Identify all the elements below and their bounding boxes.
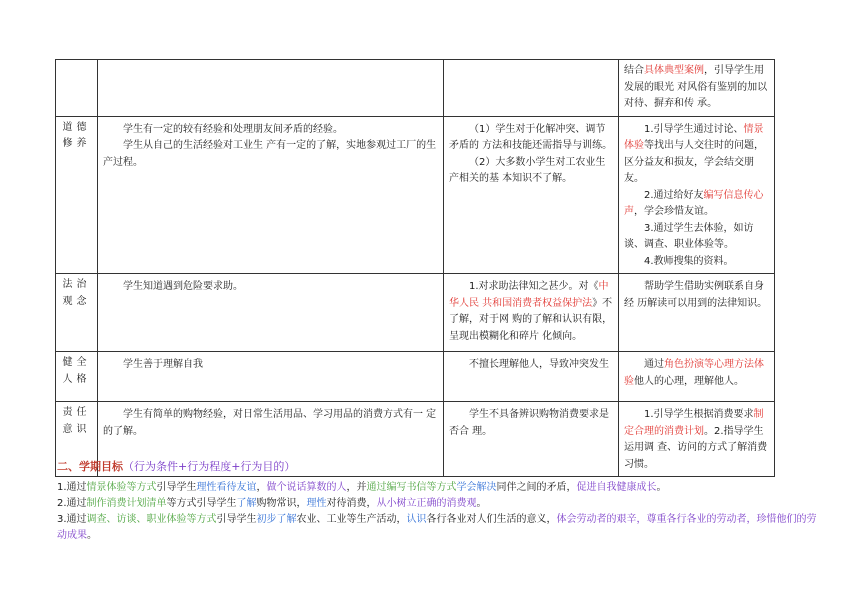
table-row — [56, 352, 775, 402]
text-run: 。2.指导学生运用调 查、访问的方式了解消费习惯。 — [624, 425, 768, 470]
paragraph: （2）大多数小学生对工农业生产相关的基 本知识不了解。 — [449, 156, 606, 184]
strategy-cell — [619, 60, 775, 117]
paragraph: 4.教师搜集的资料。 — [644, 255, 734, 267]
student-gap-cell — [444, 274, 619, 352]
highlight-text: 编写信息传心声 — [624, 189, 764, 217]
highlight-text: 情景体验 — [624, 123, 764, 151]
text-run: 2.通过 — [57, 498, 87, 509]
student-basis-cell — [98, 274, 444, 352]
text-run: ，引导学生用发展的眼光 对风俗有鉴别的加以对待、摒弃和传 承。 — [624, 65, 768, 109]
goal-line — [57, 480, 817, 496]
text-run: 》不了解，对于网 购的了解和认识有限，呈现出模糊化和碎片 化倾向。 — [449, 297, 613, 342]
text-run: ，并 — [346, 482, 367, 493]
text-run: 1.对求助法律知之甚少。对《 — [469, 281, 599, 292]
highlight-text: 体会劳动者的艰辛，尊重各行各业的劳动者，珍惜他们的劳动成果 — [57, 514, 817, 541]
goals-heading: 二、学期目标 — [57, 460, 123, 473]
text-run: 。 — [656, 482, 667, 493]
table-row — [56, 274, 775, 352]
rich-text — [624, 122, 769, 188]
goal-line — [57, 512, 817, 544]
text-run: ， — [256, 482, 267, 493]
text-run: 等方式引导学生 — [166, 498, 237, 509]
text-run: 同伴之间的矛盾， — [496, 482, 577, 493]
highlight-text: 了解 — [236, 498, 257, 509]
text-run: 引导学生 — [156, 482, 197, 493]
text-run: 1.引导学生根据消费要求 — [644, 409, 754, 420]
category-label: 道德修养 — [56, 116, 98, 274]
highlight-text: 制作消费计划清单 — [86, 498, 167, 509]
paragraph: 学生不具备辨识购物消费要求是否合 理。 — [449, 409, 609, 437]
highlight-text: 情景体验等方式 — [86, 482, 157, 493]
text-run: 各行各业对人们生活的意义， — [426, 514, 557, 525]
highlight-text: 制定合理的消费计划 — [624, 409, 764, 437]
student-gap-cell — [444, 352, 619, 402]
student-gap-cell — [444, 60, 619, 117]
highlight-text: 做个说话算数的人 — [266, 482, 347, 493]
text-run: 通过 — [644, 359, 664, 370]
text-run: 1.通过 — [57, 482, 87, 493]
highlight-text: 理性看待友谊 — [196, 482, 257, 493]
goals-heading-note: （行为条件+行为程度+行为目的） — [123, 460, 296, 473]
student-basis-cell — [98, 116, 444, 274]
category-label: 责任意识 — [56, 402, 98, 477]
category-label: 健全人格 — [56, 352, 98, 402]
student-basis-cell — [98, 60, 444, 117]
text-run: 农业、工业等生产活动， — [296, 514, 407, 525]
text-run: 3.通过 — [57, 514, 87, 525]
paragraph: 不擅长理解他人，导致冲突发生 — [469, 359, 609, 370]
text-run: ，学会珍惜友谊。 — [634, 206, 714, 217]
paragraph: 帮助学生借助实例联系自身经 历解读可以用到的法律知识。 — [624, 281, 768, 309]
paragraph: 3.通过学生去体验，如访谈、调查、职业体验等。 — [624, 222, 754, 250]
highlight-text: 调查、访谈、职业体验等方式 — [86, 514, 217, 525]
rich-text — [624, 357, 769, 390]
rich-text — [624, 63, 769, 113]
highlight-text: 初步了解 — [256, 514, 297, 525]
strategy-cell — [619, 352, 775, 402]
strategy-cell — [619, 274, 775, 352]
highlight-text: 学会解决 — [456, 482, 497, 493]
text-run: 等找出与人交往时的问题，区分益友和损友，学会结交朋友。 — [624, 140, 764, 184]
text-run: 对待消费， — [326, 498, 377, 509]
text-run: 2.通过给好友 — [644, 189, 704, 201]
semester-goals — [57, 458, 817, 544]
paragraph: 学生知道遇到危险要求助。 — [123, 281, 243, 292]
highlight-text: 理性 — [306, 498, 327, 509]
rich-text — [449, 279, 613, 345]
paragraph: 学生有简单的购物经验，对日常生活用品、学习用品的消费方式有一 定的了解。 — [103, 409, 437, 437]
highlight-text: 中华人民 共和国消费者权益保护法 — [449, 281, 609, 309]
paragraph: （1）学生对于化解冲突、调节矛盾的 方法和技能还需指导与训练。 — [449, 123, 613, 151]
table-row — [56, 116, 775, 274]
highlight-text: 认识 — [406, 514, 427, 525]
table-row — [56, 60, 775, 117]
highlight-text: 从小树立正确的消费观 — [376, 498, 477, 509]
text-run: 他人的心理，理解他人。 — [634, 375, 744, 387]
strategy-cell — [619, 116, 775, 274]
highlight-text: 促进自我健康成长 — [576, 482, 657, 493]
category-label: 法治观念 — [56, 274, 98, 352]
goals-heading-line — [57, 458, 817, 476]
paragraph: 学生从自己的生活经验对工业生 产有一定的了解，实地参观过工厂的生产过程。 — [103, 140, 437, 168]
paragraph: 学生有一定的较有经验和处理朋友间矛盾的经验。 — [123, 123, 343, 135]
text-run: 引导学生 — [216, 514, 257, 525]
text-run: 结合 — [624, 65, 644, 76]
highlight-text: 具体典型案例 — [644, 65, 704, 76]
text-run: 购物常识， — [256, 498, 307, 509]
rich-text — [624, 188, 769, 221]
paragraph: 学生善于理解自我 — [123, 359, 203, 370]
student-gap-cell — [444, 116, 619, 274]
student-basis-cell — [98, 352, 444, 402]
goal-line — [57, 496, 817, 512]
highlight-text: 通过编写书信等方式 — [366, 482, 457, 493]
text-run: 1.引导学生通过讨论、 — [644, 123, 744, 135]
analysis-table — [55, 59, 775, 477]
text-run: 。 — [87, 530, 97, 541]
text-run: 。 — [476, 498, 487, 509]
highlight-text: 角色扮演等心理方法体验 — [624, 359, 764, 387]
category-cell — [56, 60, 98, 117]
